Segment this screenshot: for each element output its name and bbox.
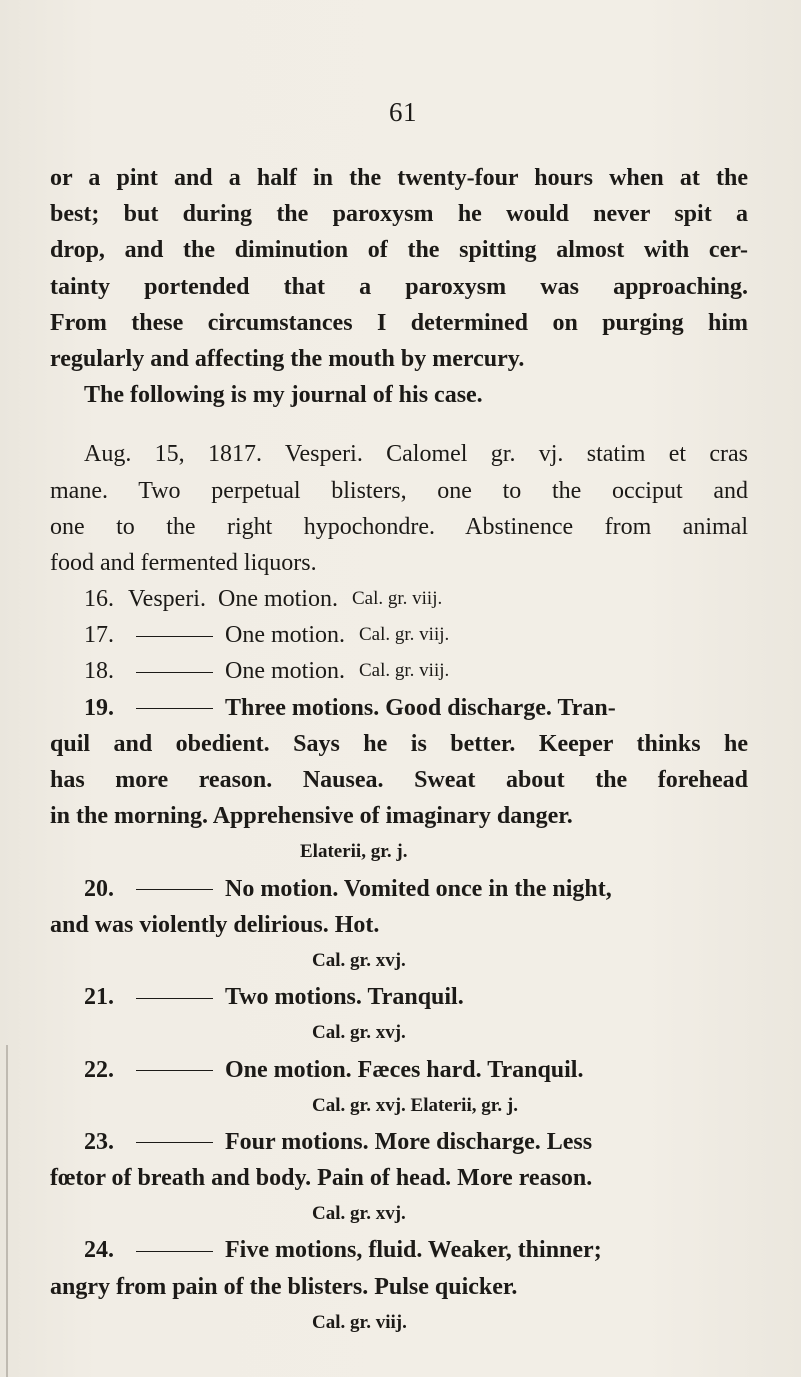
journal-entry-17 (50, 617, 748, 653)
text-line: mane. Two perpetual blisters, one to the occiput and (50, 477, 748, 504)
text-line: best; but during the paroxysm he would never spit a (50, 201, 748, 228)
text-line: tainty portended that a paroxysm was approaching. (50, 273, 748, 300)
page-body (50, 160, 748, 1341)
ditto-dash (136, 672, 213, 673)
journal-entry-16 (50, 581, 748, 617)
journal-entry-18 (50, 653, 748, 689)
entry-text: Three motions. Good discharge. Tran- (225, 694, 616, 721)
text-line: or a pint and a half in the twenty-four hours when at the (50, 165, 748, 191)
ditto-dash (136, 998, 213, 999)
entry-day: 23. (84, 1128, 114, 1155)
entry-first-line (50, 1124, 748, 1160)
entry-day: 16. (84, 586, 114, 613)
entry-day: 19. (84, 694, 114, 721)
entry-text: No motion. Vomited once in the night, (225, 875, 612, 902)
entry-text: One motion. (225, 622, 345, 649)
entry-text: One motion. (217, 586, 338, 613)
journal-entry-24 (50, 1232, 748, 1341)
prescription: Elaterii, gr. j. (300, 841, 408, 863)
text-line: drop, and the diminution of the spitting almost with cer- (50, 237, 748, 264)
entry-label: Vesperi. (128, 586, 206, 613)
entry-dose: Cal. gr. viij. (351, 588, 443, 610)
entry-first-line (50, 871, 748, 907)
entry-day: 21. (84, 984, 114, 1011)
ditto-dash (136, 708, 213, 709)
prescription: Cal. gr. viij. (312, 1311, 407, 1333)
entry-text: One motion. Fæces hard. Tranquil. (225, 1056, 584, 1083)
entry-dose: Cal. gr. viij. (359, 624, 450, 646)
text-line: The following is my journal of his case. (84, 382, 483, 409)
prescription: Cal. gr. xvj. (312, 1022, 406, 1044)
text-line: and was violently delirious. Hot. (50, 911, 380, 938)
entry-text: Four motions. More discharge. Less (225, 1128, 593, 1155)
journal-entry-22 (50, 1052, 748, 1124)
entry-day: 17. (84, 622, 114, 649)
ditto-dash (136, 1070, 213, 1071)
prescription: Cal. gr. xvj. (312, 949, 406, 971)
entry-text: Two motions. Tranquil. (225, 984, 464, 1011)
journal-intro (50, 436, 748, 581)
entry-first-line (50, 690, 748, 726)
page-edge-shadow (6, 1045, 8, 1377)
text-line: quil and obedient. Says he is better. Keeper thinks he (50, 730, 748, 757)
text-line: has more reason. Nausea. Sweat about the forehead (50, 767, 748, 793)
text-line: Aug. 15, 1817. Vesperi. Calomel gr. vj. statim et cras (84, 441, 748, 468)
entry-day: 22. (84, 1056, 114, 1083)
entry-first-line (50, 1232, 748, 1268)
text-line: angry from pain of the blisters. Pulse quicker. (50, 1273, 518, 1300)
paragraph-gap (50, 413, 748, 436)
text-line: food and fermented liquors. (50, 549, 317, 576)
entry-day: 20. (84, 875, 114, 902)
entry-first-line (50, 979, 748, 1015)
text-line: one to the right hypochondre. Abstinence from animal (50, 513, 748, 540)
entry-dose: Cal. gr. viij. (359, 660, 450, 682)
journal-entry-19 (50, 690, 748, 871)
ditto-dash (136, 636, 213, 637)
text-line: fœtor of breath and body. Pain of head. More reason. (50, 1165, 593, 1192)
journal-entry-20 (50, 871, 748, 980)
ditto-dash (136, 889, 213, 890)
text-line: From these circumstances I determined on purging him (50, 309, 748, 336)
entry-first-line (50, 1052, 748, 1088)
paragraph-1 (50, 160, 748, 413)
prescription: Cal. gr. xvj. Elaterii, gr. j. (312, 1094, 518, 1116)
entry-text: One motion. (225, 658, 345, 685)
journal-entry-21 (50, 979, 748, 1051)
text-line: regularly and affecting the mouth by mercury. (50, 345, 525, 372)
page-number: 61 (389, 97, 417, 127)
prescription: Cal. gr. xvj. (312, 1203, 406, 1225)
entry-day: 18. (84, 658, 114, 685)
text-line: in the morning. Apprehensive of imaginary danger. (50, 803, 573, 830)
entry-text: Five motions, fluid. Weaker, thinner; (225, 1237, 602, 1264)
ditto-dash (136, 1251, 213, 1252)
ditto-dash (136, 1142, 213, 1143)
entry-day: 24. (84, 1237, 114, 1264)
journal-entry-23 (50, 1124, 748, 1233)
